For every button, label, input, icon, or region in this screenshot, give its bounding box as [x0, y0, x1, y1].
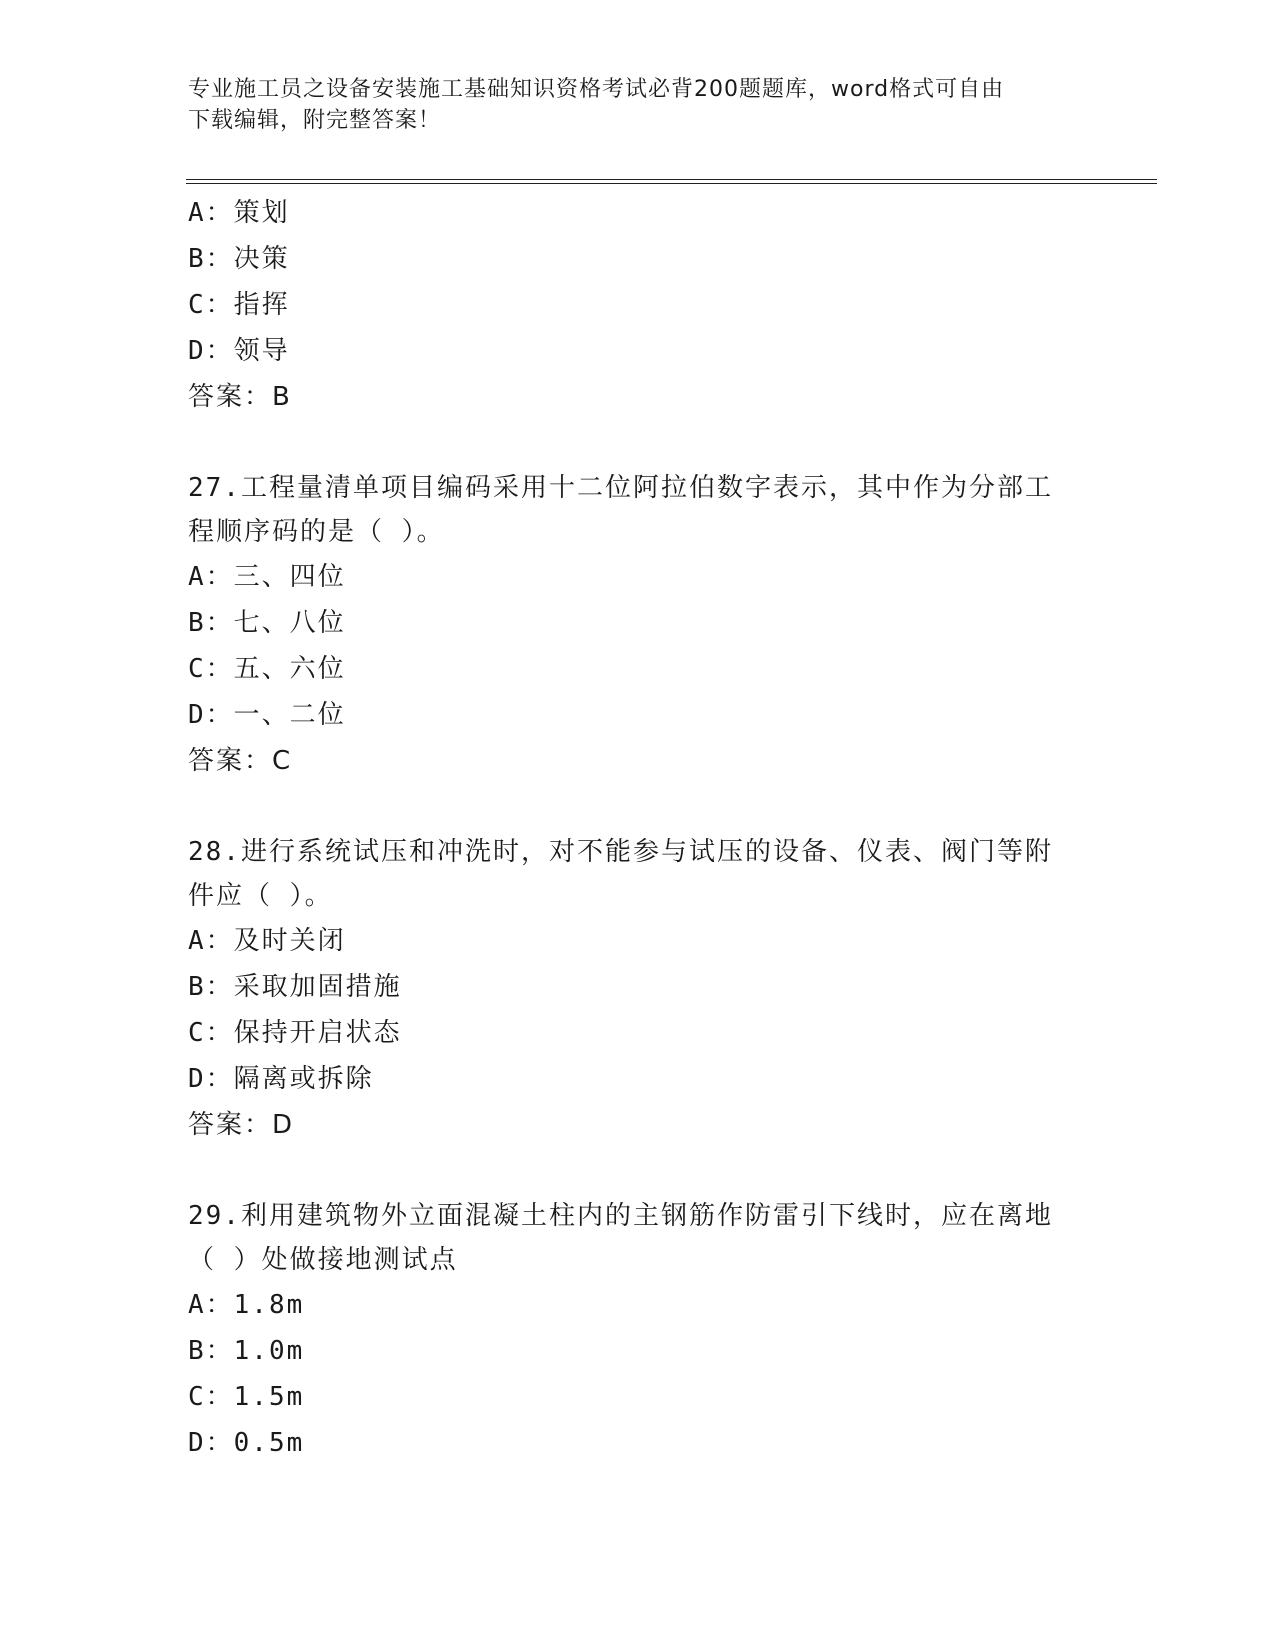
question-list — [188, 190, 1088, 1466]
option-b: B：决策 — [188, 244, 290, 274]
option-c: C：指挥 — [188, 290, 290, 320]
option-d: D：一、二位 — [188, 700, 346, 730]
option-b: B：七、八位 — [188, 608, 346, 638]
option-c: C：保持开启状态 — [188, 1018, 402, 1048]
question-text-line-2: 程顺序码的是（ ）。 — [188, 517, 445, 547]
question-text-line-1: 28.进行系统试压和冲洗时，对不能参与试压的设备、仪表、阀门等附 — [188, 837, 1053, 867]
question-text — [188, 1194, 1088, 1282]
option-c: C：1.5m — [188, 1382, 305, 1412]
question-text — [188, 830, 1088, 918]
question-spacer — [188, 1148, 1088, 1192]
option-b: B：采取加固措施 — [188, 972, 402, 1002]
option-d: D：0.5m — [188, 1428, 305, 1458]
option-a: A：三、四位 — [188, 562, 346, 592]
option-a: A：1.8m — [188, 1290, 305, 1320]
question-spacer — [188, 784, 1088, 828]
document-header — [188, 74, 1088, 136]
answer-line: 答案：C — [188, 746, 293, 776]
option-d: D：领导 — [188, 336, 290, 366]
option-a: A：策划 — [188, 198, 290, 228]
answer-line: 答案：B — [188, 382, 292, 412]
question-spacer — [188, 420, 1088, 464]
header-divider — [186, 179, 1157, 184]
header-line-2: 下载编辑，附完整答案！ — [188, 108, 442, 133]
question-28 — [188, 830, 1088, 1148]
question-27 — [188, 466, 1088, 784]
answer-line: 答案：D — [188, 1110, 295, 1140]
question-text-line-1: 29.利用建筑物外立面混凝土柱内的主钢筋作防雷引下线时，应在离地 — [188, 1201, 1053, 1231]
question-text-line-2: （ ）处做接地测试点 — [188, 1245, 458, 1275]
question-text-line-2: 件应（ ）。 — [188, 881, 333, 911]
question-text-line-1: 27.工程量清单项目编码采用十二位阿拉伯数字表示，其中作为分部工 — [188, 473, 1053, 503]
option-c: C：五、六位 — [188, 654, 346, 684]
question-29 — [188, 1194, 1088, 1466]
question-text — [188, 466, 1088, 554]
question-26 — [188, 190, 1088, 420]
option-a: A：及时关闭 — [188, 926, 346, 956]
option-d: D：隔离或拆除 — [188, 1064, 374, 1094]
option-b: B：1.0m — [188, 1336, 305, 1366]
header-line-1: 专业施工员之设备安装施工基础知识资格考试必背200题题库，word格式可自由 — [188, 77, 1005, 102]
